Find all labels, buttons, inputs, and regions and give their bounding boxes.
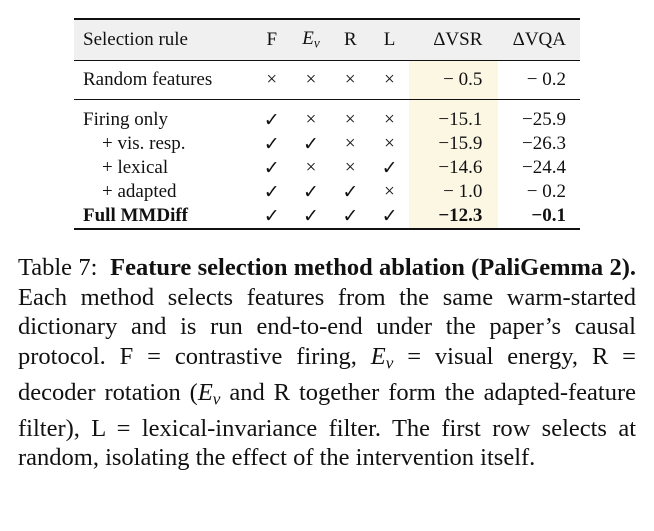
ablation-table xyxy=(74,18,580,230)
caption-text-3: and R together form the adapted-feature filter), L = lexical-invariance filter. The first row selects at random, isolating the effect of the intervention itself. xyxy=(18,378,636,472)
cell-ev: ✓ xyxy=(303,181,319,203)
cell-f: ✓ xyxy=(263,133,280,155)
cell-f: × xyxy=(266,69,278,90)
row-label: + vis. resp. xyxy=(102,133,186,154)
header-selection-rule: Selection rule xyxy=(83,29,188,50)
ablation-table-container xyxy=(74,18,580,230)
row-label: Firing only xyxy=(83,109,168,130)
cell-ev: × xyxy=(305,109,317,130)
cell-delta-vqa: −24.4 xyxy=(522,157,566,178)
header-ev-main: E xyxy=(302,28,314,50)
header-f: F xyxy=(266,29,278,50)
cell-ev: ✓ xyxy=(303,133,319,155)
header-delta-vsr: ΔVSR xyxy=(433,29,483,50)
header-ev xyxy=(291,19,330,61)
cell-r: × xyxy=(344,133,356,154)
table-divider xyxy=(74,100,580,109)
row-label: + lexical xyxy=(102,157,169,178)
cell-r: ✓ xyxy=(342,205,359,227)
caption-ev-main: E xyxy=(370,342,386,370)
row-label: + adapted xyxy=(102,181,177,202)
cell-f: ✓ xyxy=(263,181,280,203)
caption-text-1: Each method selects features from the same warm-started dictionary and is run end-to-end under the paper’s causal protocol. F = contrastive firing, xyxy=(18,283,636,370)
caption-ev-sub: v xyxy=(385,353,394,373)
cell-delta-vsr: −15.1 xyxy=(409,108,498,132)
header-delta-vqa: ΔVQA xyxy=(512,29,566,50)
cell-delta-vqa: −25.9 xyxy=(522,109,566,130)
cell-l: ✓ xyxy=(381,205,398,227)
cell-r: × xyxy=(344,109,356,130)
caption-text-2: = visual energy, R = decoder rotation ( xyxy=(18,342,636,406)
table-header-row xyxy=(74,19,580,61)
caption-ev-sub-2: v xyxy=(212,388,221,408)
header-ev-sub: v xyxy=(313,35,320,51)
cell-ev: × xyxy=(305,69,317,90)
cell-delta-vsr: − 0.5 xyxy=(409,61,498,100)
cell-f: ✓ xyxy=(263,157,280,179)
table-caption xyxy=(18,253,636,473)
table-row-random xyxy=(74,61,580,100)
caption-title: Feature selection method ablation (PaliGemma 2). xyxy=(110,254,636,281)
cell-l: ✓ xyxy=(381,157,398,179)
cell-l: × xyxy=(384,181,395,202)
caption-label: Table 7: xyxy=(18,254,98,281)
table-row-full-mmdiff xyxy=(74,204,580,229)
table-row xyxy=(74,132,580,156)
cell-delta-vsr: −14.6 xyxy=(409,156,498,180)
cell-ev: × xyxy=(305,157,317,178)
cell-delta-vsr: −12.3 xyxy=(409,204,498,229)
cell-ev: ✓ xyxy=(303,205,319,227)
table-row xyxy=(74,108,580,132)
cell-f: ✓ xyxy=(263,205,280,227)
row-label: Full MMDiff xyxy=(83,205,189,226)
cell-l: × xyxy=(384,133,395,154)
cell-r: ✓ xyxy=(342,181,359,203)
cell-delta-vsr: −15.9 xyxy=(409,132,498,156)
cell-delta-vqa: −0.1 xyxy=(531,205,566,226)
table-row xyxy=(74,156,580,180)
cell-delta-vqa: − 0.2 xyxy=(526,181,566,202)
header-r: R xyxy=(343,29,357,50)
cell-delta-vqa: −26.3 xyxy=(522,133,566,154)
cell-r: × xyxy=(344,157,356,178)
cell-delta-vsr: − 1.0 xyxy=(409,180,498,204)
cell-f: ✓ xyxy=(263,109,280,131)
caption-ev-main-2: E xyxy=(197,378,213,406)
cell-l: × xyxy=(384,69,395,90)
table-row xyxy=(74,180,580,204)
row-label: Random features xyxy=(83,69,213,90)
header-l: L xyxy=(383,29,396,50)
cell-delta-vqa: − 0.2 xyxy=(526,69,566,90)
cell-l: × xyxy=(384,109,395,130)
cell-r: × xyxy=(344,69,356,90)
